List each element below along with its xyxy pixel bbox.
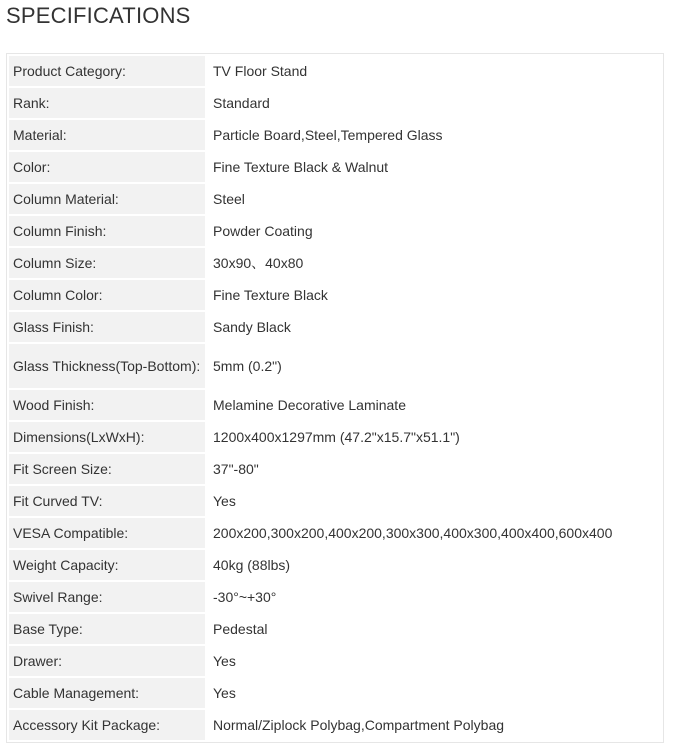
specifications-table-body [9,56,661,740]
spec-label: Material: [9,120,205,150]
spec-value: 37"-80" [207,454,661,484]
spec-value: Melamine Decorative Laminate [207,390,661,420]
spec-label: Fit Screen Size: [9,454,205,484]
spec-row [9,152,661,182]
spec-label: Column Color: [9,280,205,310]
spec-value: Yes [207,678,661,708]
spec-value: Fine Texture Black & Walnut [207,152,661,182]
spec-label: Accessory Kit Package: [9,710,205,740]
spec-row [9,486,661,516]
spec-row [9,280,661,310]
spec-label: Glass Finish: [9,312,205,342]
spec-label: VESA Compatible: [9,518,205,548]
spec-value: Yes [207,646,661,676]
spec-value: Sandy Black [207,312,661,342]
spec-label: Fit Curved TV: [9,486,205,516]
spec-value: 40kg (88lbs) [207,550,661,580]
spec-label: Base Type: [9,614,205,644]
page-title: SPECIFICATIONS [6,3,191,28]
spec-label: Drawer: [9,646,205,676]
spec-row [9,454,661,484]
spec-label: Swivel Range: [9,582,205,612]
spec-value: Yes [207,486,661,516]
spec-label: Column Material: [9,184,205,214]
spec-row [9,422,661,452]
spec-value: 5mm (0.2") [207,344,661,388]
spec-row [9,184,661,214]
spec-value: 200x200,300x200,400x200,300x300,400x300,400x400,600x400 [207,518,661,548]
spec-label: Column Size: [9,248,205,278]
spec-label: Color: [9,152,205,182]
spec-label: Product Category: [9,56,205,86]
spec-row [9,312,661,342]
spec-value: Standard [207,88,661,118]
spec-row [9,614,661,644]
spec-row [9,518,661,548]
spec-value: -30°~+30° [207,582,661,612]
spec-row [9,646,661,676]
spec-row [9,120,661,150]
spec-value: Steel [207,184,661,214]
spec-row [9,56,661,86]
spec-row [9,582,661,612]
spec-row [9,550,661,580]
spec-value: Particle Board,Steel,Tempered Glass [207,120,661,150]
spec-value: Powder Coating [207,216,661,246]
spec-value: TV Floor Stand [207,56,661,86]
spec-row [9,88,661,118]
spec-row [9,344,661,388]
spec-label: Glass Thickness(Top-Bottom): [9,344,205,388]
spec-value: 1200x400x1297mm (47.2"x15.7"x51.1") [207,422,661,452]
spec-value: 30x90、40x80 [207,248,661,278]
spec-label: Weight Capacity: [9,550,205,580]
spec-row [9,710,661,740]
spec-value: Normal/Ziplock Polybag,Compartment Polybag [207,710,661,740]
spec-label: Column Finish: [9,216,205,246]
spec-value: Pedestal [207,614,661,644]
spec-row [9,248,661,278]
spec-row [9,678,661,708]
spec-label: Rank: [9,88,205,118]
spec-value: Fine Texture Black [207,280,661,310]
spec-row [9,390,661,420]
spec-label: Dimensions(LxWxH): [9,422,205,452]
spec-row [9,216,661,246]
specifications-table [6,53,664,743]
spec-label: Cable Management: [9,678,205,708]
spec-label: Wood Finish: [9,390,205,420]
